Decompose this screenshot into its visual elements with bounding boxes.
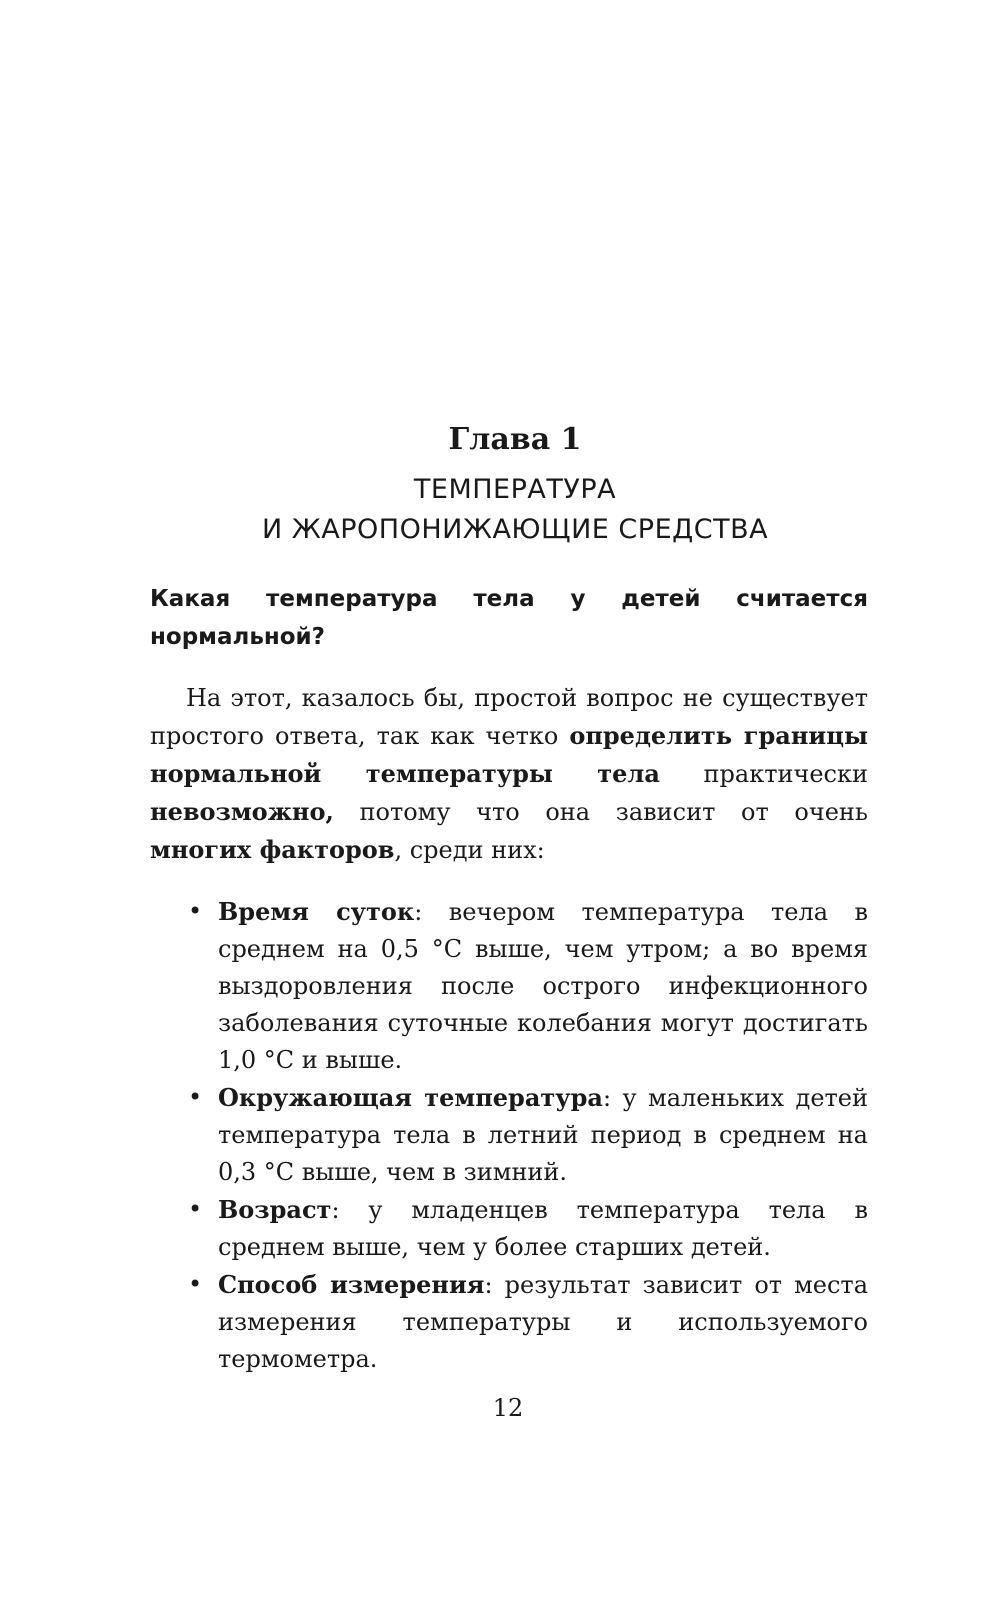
factor-text: : результат зависит от места измерения температуры и используемого термометра.	[218, 1271, 868, 1373]
chapter-title	[0, 470, 1000, 550]
question-heading: Какая температура тела у детей считается нормальной?	[150, 586, 868, 650]
list-item	[150, 1079, 868, 1191]
intro-text-3: потому что она зависит от очень	[333, 798, 868, 826]
intro-text-2: практически	[659, 760, 868, 788]
intro-bold-1: определить границы нормальной температуры тела	[150, 721, 868, 788]
factor-text: : у маленьких детей температура тела в летний период в среднем на 0,3 °С выше, чем в зимний.	[218, 1084, 868, 1186]
list-item	[150, 1191, 868, 1266]
bullet-icon: •	[188, 1270, 203, 1298]
chapter-title-line-2: И ЖАРОПОНИЖАЮЩИЕ СРЕДСТВА	[261, 514, 769, 545]
list-item	[150, 1266, 868, 1378]
chapter-label: Глава 1	[448, 422, 582, 457]
intro-paragraph	[150, 680, 868, 869]
factor-text: : вечером температура тела в среднем на 0,5 °С выше, чем утром; а во время выздоровления после острого инфекционного заболевания суточные колебания могут достигать 1,0 °С и выше.	[218, 898, 868, 1074]
intro-text-4: , среди них:	[394, 836, 545, 864]
bullet-icon: •	[188, 897, 203, 925]
intro-text-1: На этот, казалось бы, простой вопрос не существует простого ответа, так как четко	[150, 684, 868, 750]
list-item	[150, 893, 868, 1079]
factor-term: Способ измерения	[218, 1270, 485, 1299]
bullet-icon: •	[188, 1195, 203, 1223]
factors-list	[150, 893, 868, 1378]
bullet-icon: •	[188, 1083, 203, 1111]
factor-term: Время суток	[218, 897, 415, 926]
intro-bold-2: невозможно,	[150, 797, 334, 826]
chapter-title-line-1: ТЕМПЕРАТУРА	[413, 474, 617, 505]
factor-term: Окружающая температура	[218, 1083, 603, 1112]
intro-bold-3: многих факторов	[150, 835, 395, 864]
page-number: 12	[492, 1394, 524, 1422]
factor-text: : у младенцев температура тела в среднем выше, чем у более старших детей.	[218, 1196, 868, 1261]
page-content	[150, 580, 868, 1378]
factor-term: Возраст	[218, 1195, 332, 1224]
